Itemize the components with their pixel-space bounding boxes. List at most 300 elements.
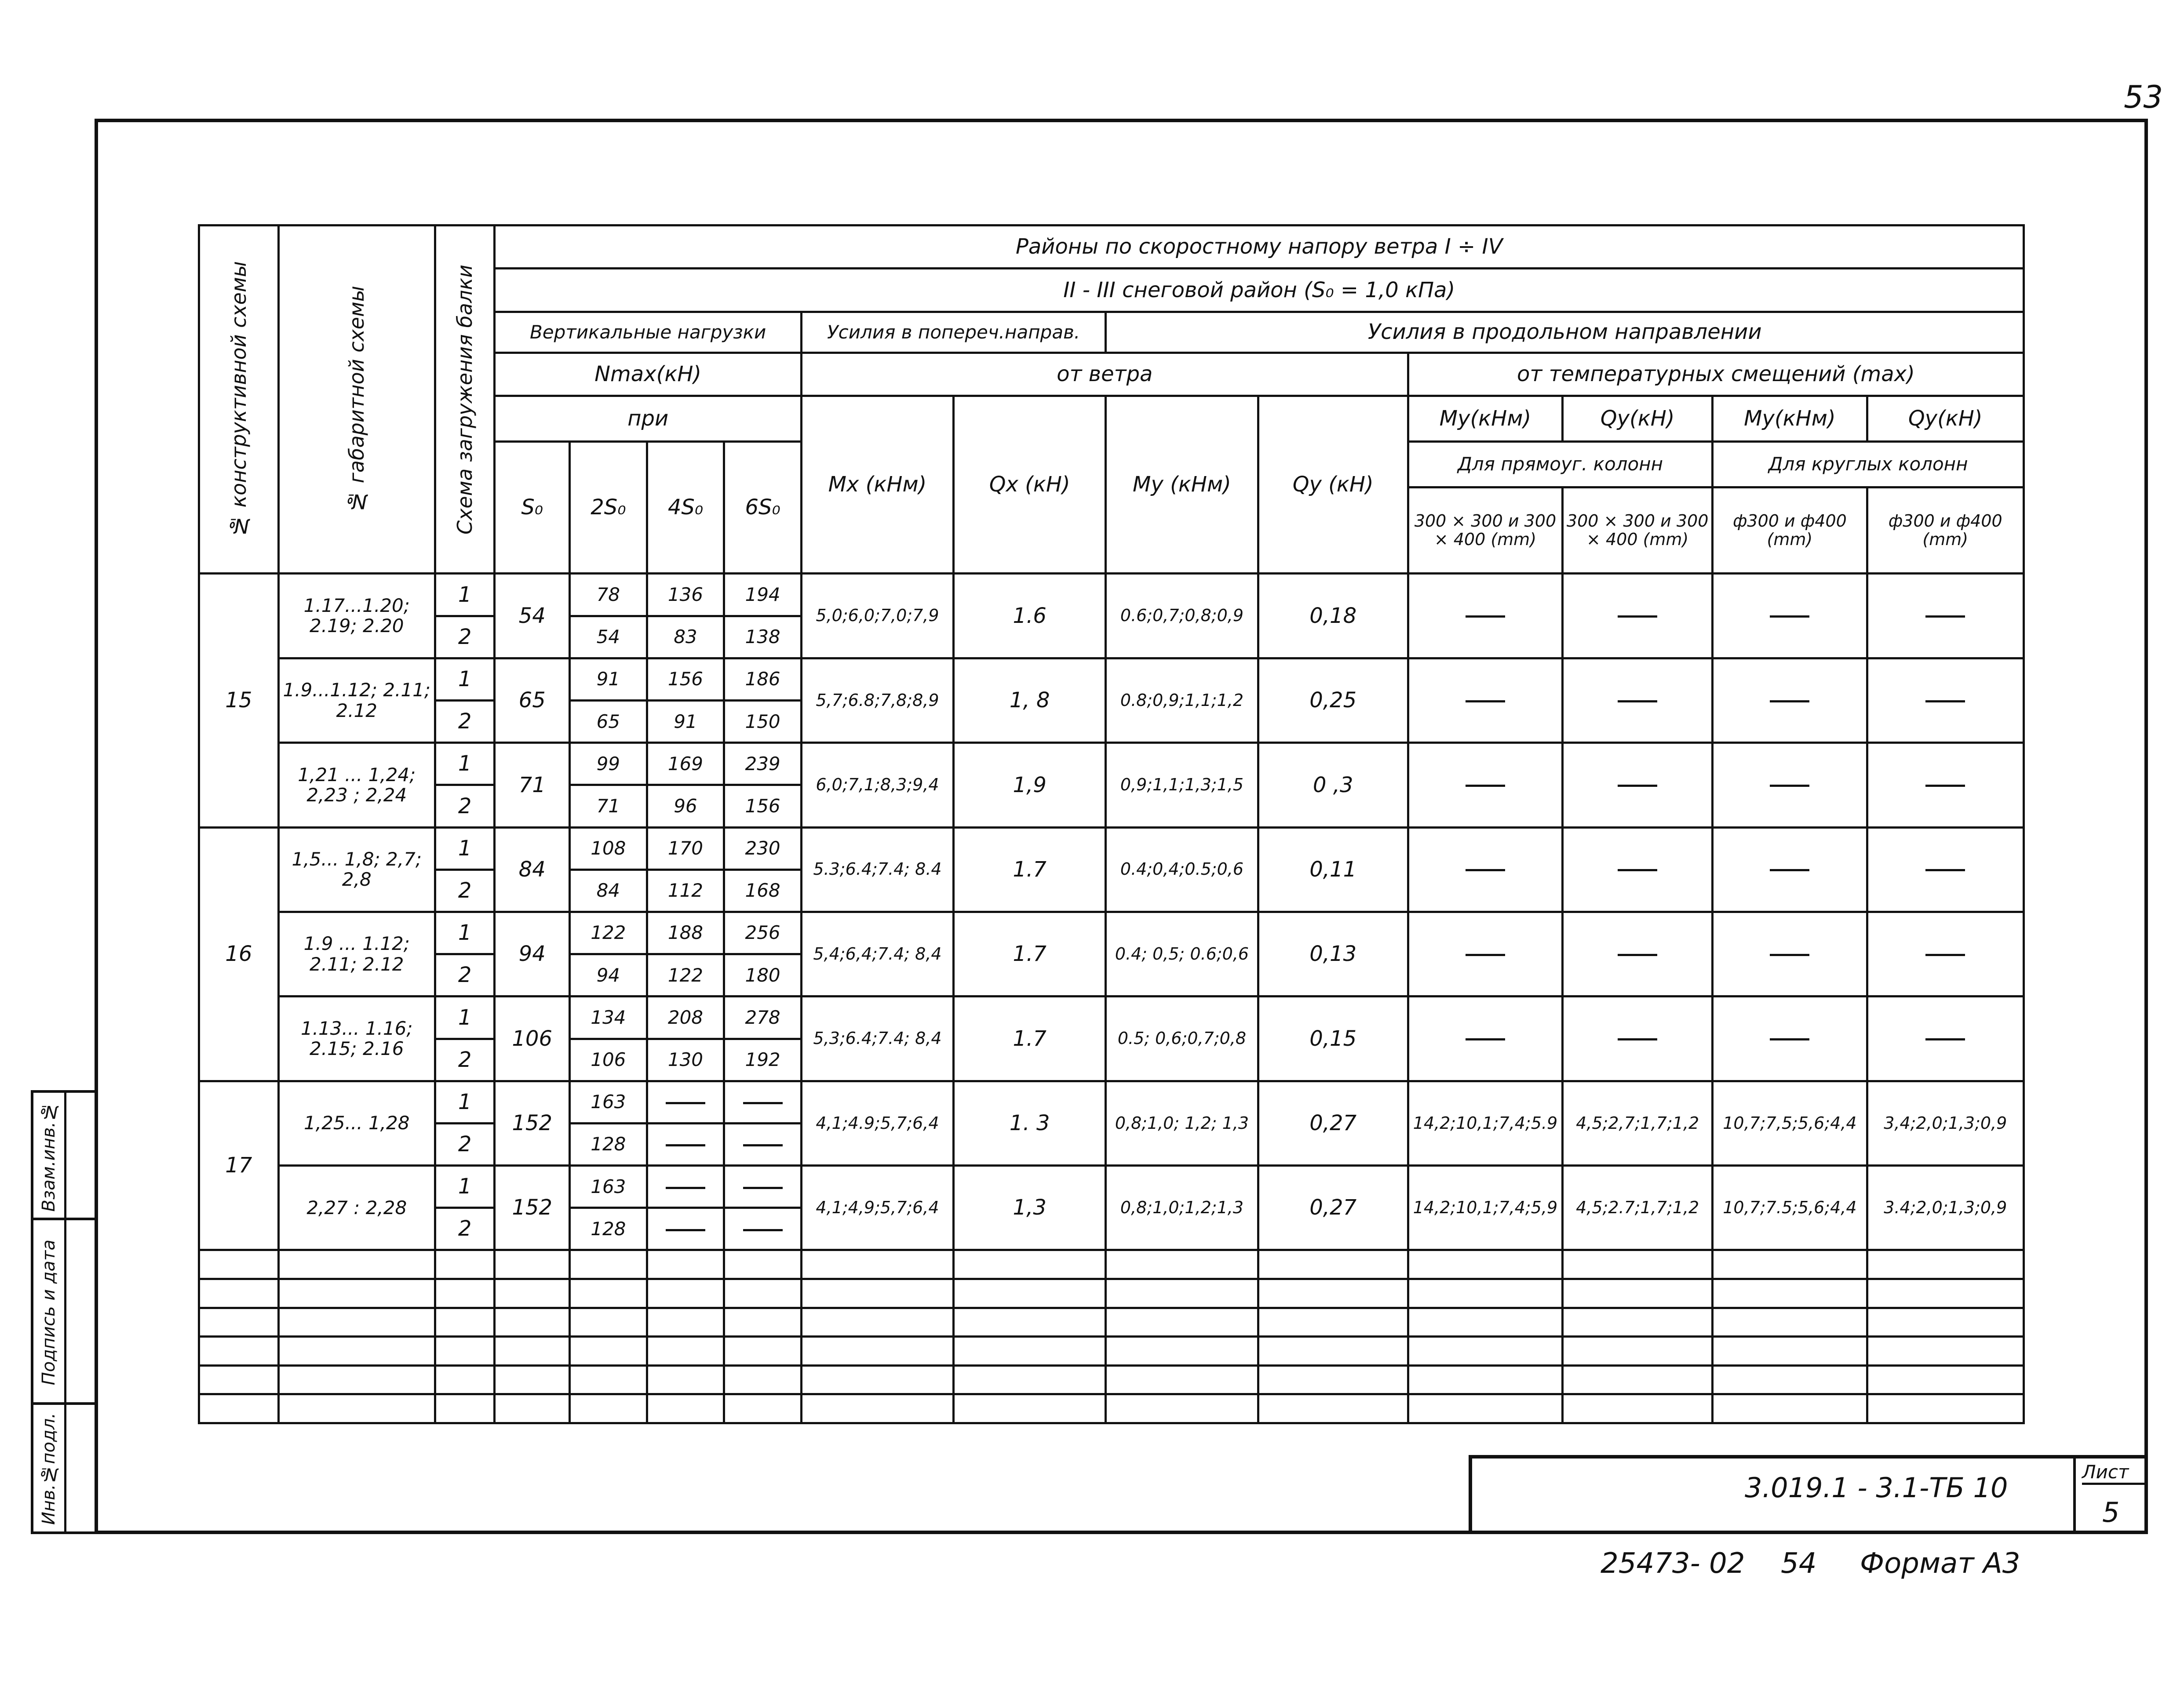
my-cell: 0,8;1,0;1,2;1,3 bbox=[1106, 1166, 1258, 1250]
empty-cell bbox=[724, 1365, 802, 1394]
dash-mark bbox=[1466, 1038, 1505, 1040]
footer-num: 54 bbox=[1781, 1547, 1817, 1580]
dash-mark bbox=[1770, 785, 1809, 787]
load-v6-cell: 180 bbox=[724, 954, 802, 997]
dash-mark bbox=[1770, 1038, 1809, 1040]
load-v2-cell: 163 bbox=[570, 1081, 647, 1123]
temp-cell-4 bbox=[1867, 574, 2024, 658]
header-round-size-1: ф300 и ф400 (mm) bbox=[1713, 487, 1867, 574]
empty-cell bbox=[435, 1394, 494, 1423]
empty-cell bbox=[278, 1365, 435, 1394]
header-my: My (кНм) bbox=[1106, 396, 1258, 574]
loading-scheme-cell: 2 bbox=[435, 954, 494, 997]
load-v6-cell bbox=[724, 1208, 802, 1250]
gabarit-cell: 1.17...1.20; 2.19; 2.20 bbox=[278, 574, 435, 658]
empty-cell bbox=[1867, 1308, 2024, 1337]
mx-cell: 5,0;6,0;7,0;7,9 bbox=[801, 574, 953, 658]
load-v4-cell bbox=[647, 1081, 724, 1123]
empty-cell bbox=[1563, 1308, 1713, 1337]
qy-cell: 0,25 bbox=[1258, 658, 1408, 742]
loads-table bbox=[198, 224, 2025, 1424]
empty-cell bbox=[278, 1250, 435, 1279]
loading-scheme-cell: 1 bbox=[435, 658, 494, 700]
my-cell: 0.4;0,4;0.5;0,6 bbox=[1106, 827, 1258, 912]
load-v6-cell: 168 bbox=[724, 869, 802, 912]
dash-mark bbox=[1618, 1038, 1657, 1040]
dash-mark bbox=[1770, 615, 1809, 618]
empty-row bbox=[199, 1308, 2024, 1337]
temp-cell-4 bbox=[1867, 658, 2024, 742]
temp-cell-3: 10,7;7.5;5,6;4,4 bbox=[1713, 1166, 1867, 1250]
empty-cell bbox=[435, 1365, 494, 1394]
empty-cell bbox=[278, 1394, 435, 1423]
empty-cell bbox=[1258, 1365, 1408, 1394]
side-stamp-sign-label: Подпись и дата bbox=[39, 1240, 59, 1386]
gabarit-cell: 2,27 : 2,28 bbox=[278, 1166, 435, 1250]
empty-cell bbox=[1106, 1365, 1258, 1394]
my-cell: 0,8;1,0; 1,2; 1,3 bbox=[1106, 1081, 1258, 1165]
header-from-wind: от ветра bbox=[801, 353, 1408, 396]
qy-cell: 0 ,3 bbox=[1258, 743, 1408, 827]
empty-cell bbox=[724, 1308, 802, 1337]
empty-cell bbox=[647, 1394, 724, 1423]
empty-cell bbox=[1713, 1308, 1867, 1337]
empty-cell bbox=[570, 1250, 647, 1279]
header-nmax: Nmax(кН) bbox=[495, 353, 801, 396]
loading-scheme-cell: 2 bbox=[435, 616, 494, 658]
header-round-columns: Для круглых колонн bbox=[1713, 441, 2024, 487]
header-6s0: 6S₀ bbox=[724, 441, 802, 574]
temp-cell-4 bbox=[1867, 827, 2024, 912]
load-v6-cell: 278 bbox=[724, 997, 802, 1039]
qy-cell: 0,11 bbox=[1258, 827, 1408, 912]
empty-cell bbox=[1408, 1308, 1562, 1337]
qx-cell: 1.6 bbox=[954, 574, 1106, 658]
side-stamp-inv-label: Инв.№подл. bbox=[39, 1412, 59, 1525]
scheme-number-cell: 16 bbox=[199, 827, 279, 1081]
dash-mark bbox=[666, 1229, 705, 1231]
empty-cell bbox=[199, 1337, 279, 1366]
header-gabarit-no: № габаритной схемы bbox=[278, 226, 435, 574]
scheme-number-cell: 15 bbox=[199, 574, 279, 827]
load-v6-cell: 150 bbox=[724, 701, 802, 743]
empty-cell bbox=[724, 1250, 802, 1279]
mx-cell: 5,3;6.4;7.4; 8,4 bbox=[801, 997, 953, 1081]
temp-cell-1 bbox=[1408, 574, 1562, 658]
empty-cell bbox=[724, 1279, 802, 1308]
empty-cell bbox=[199, 1365, 279, 1394]
my-cell: 0,9;1,1;1,3;1,5 bbox=[1106, 743, 1258, 827]
empty-cell bbox=[1258, 1394, 1408, 1423]
temp-cell-2: 4,5;2.7;1,7;1,2 bbox=[1563, 1166, 1713, 1250]
empty-cell bbox=[435, 1337, 494, 1366]
empty-cell bbox=[570, 1365, 647, 1394]
qy-cell: 0,27 bbox=[1258, 1166, 1408, 1250]
temp-cell-2 bbox=[1563, 827, 1713, 912]
s0-cell: 71 bbox=[495, 743, 570, 827]
header-vertical-loads: Вертикальные нагрузки bbox=[495, 312, 801, 353]
empty-cell bbox=[801, 1394, 953, 1423]
temp-cell-2 bbox=[1563, 997, 1713, 1081]
temp-cell-2 bbox=[1563, 658, 1713, 742]
side-stamp-replace-label: Взам.инв.№ bbox=[39, 1101, 59, 1212]
empty-cell bbox=[495, 1279, 570, 1308]
dash-mark bbox=[1466, 785, 1505, 787]
loading-scheme-cell: 2 bbox=[435, 869, 494, 912]
load-v4-cell: 188 bbox=[647, 912, 724, 954]
empty-cell bbox=[1563, 1250, 1713, 1279]
qx-cell: 1, 8 bbox=[954, 658, 1106, 742]
loading-scheme-cell: 2 bbox=[435, 1208, 494, 1250]
empty-cell bbox=[1408, 1365, 1562, 1394]
dash-mark bbox=[1466, 615, 1505, 618]
empty-cell bbox=[1408, 1279, 1562, 1308]
empty-cell bbox=[647, 1365, 724, 1394]
dash-mark bbox=[1770, 954, 1809, 956]
s0-cell: 94 bbox=[495, 912, 570, 996]
header-at: при bbox=[495, 396, 801, 442]
dash-mark bbox=[666, 1187, 705, 1189]
empty-cell bbox=[1713, 1365, 1867, 1394]
empty-cell bbox=[1867, 1394, 2024, 1423]
load-v2-cell: 71 bbox=[570, 785, 647, 827]
gabarit-cell: 1.9 ... 1.12; 2.11; 2.12 bbox=[278, 912, 435, 996]
my-cell: 0.4; 0,5; 0.6;0,6 bbox=[1106, 912, 1258, 996]
load-v2-cell: 128 bbox=[570, 1123, 647, 1165]
empty-cell bbox=[647, 1308, 724, 1337]
table-row bbox=[199, 743, 2024, 785]
page-number: 53 bbox=[2124, 79, 2163, 115]
side-stamp bbox=[31, 1090, 98, 1534]
load-v2-cell: 54 bbox=[570, 616, 647, 658]
temp-cell-4 bbox=[1867, 912, 2024, 996]
sheet-label: Лист bbox=[2082, 1461, 2148, 1485]
sheet-box bbox=[2073, 1458, 2148, 1534]
empty-cell bbox=[1563, 1337, 1713, 1366]
title-block bbox=[1469, 1455, 2148, 1534]
load-v6-cell: 230 bbox=[724, 827, 802, 869]
empty-cell bbox=[1258, 1250, 1408, 1279]
header-rect-size-1: 300 × 300 и 300 × 400 (mm) bbox=[1408, 487, 1562, 574]
mx-cell: 4,1;4,9;5,7;6,4 bbox=[801, 1166, 953, 1250]
loading-scheme-cell: 1 bbox=[435, 997, 494, 1039]
table-row bbox=[199, 827, 2024, 869]
loading-scheme-cell: 2 bbox=[435, 1039, 494, 1081]
header-rect-size-2: 300 × 300 и 300 × 400 (mm) bbox=[1563, 487, 1713, 574]
header-longitudinal-forces: Усилия в продольном направлении bbox=[1106, 312, 2024, 353]
load-v6-cell: 239 bbox=[724, 743, 802, 785]
header-s0: S₀ bbox=[495, 441, 570, 574]
temp-cell-3 bbox=[1713, 912, 1867, 996]
empty-cell bbox=[1106, 1279, 1258, 1308]
temp-cell-1: 14,2;10,1;7,4;5.9 bbox=[1408, 1081, 1562, 1165]
empty-cell bbox=[570, 1337, 647, 1366]
load-v4-cell: 83 bbox=[647, 616, 724, 658]
temp-cell-2 bbox=[1563, 743, 1713, 827]
load-v6-cell bbox=[724, 1166, 802, 1208]
empty-cell bbox=[495, 1308, 570, 1337]
empty-row bbox=[199, 1337, 2024, 1366]
empty-cell bbox=[199, 1394, 279, 1423]
dash-mark bbox=[1925, 700, 1965, 702]
qy-cell: 0,15 bbox=[1258, 997, 1408, 1081]
empty-cell bbox=[199, 1250, 279, 1279]
empty-cell bbox=[278, 1337, 435, 1366]
gabarit-cell: 1,21 ... 1,24; 2,23 ; 2,24 bbox=[278, 743, 435, 827]
empty-cell bbox=[1713, 1337, 1867, 1366]
load-v2-cell: 78 bbox=[570, 574, 647, 616]
header-temp-my-round: My(кНм) bbox=[1713, 396, 1867, 442]
empty-cell bbox=[495, 1365, 570, 1394]
sheet-number: 5 bbox=[2102, 1496, 2120, 1528]
empty-cell bbox=[801, 1337, 953, 1366]
table-row bbox=[199, 574, 2024, 616]
load-v2-cell: 128 bbox=[570, 1208, 647, 1250]
dash-mark bbox=[666, 1102, 705, 1104]
my-cell: 0.8;0,9;1,1;1,2 bbox=[1106, 658, 1258, 742]
load-v6-cell: 156 bbox=[724, 785, 802, 827]
load-v2-cell: 106 bbox=[570, 1039, 647, 1081]
load-v6-cell: 194 bbox=[724, 574, 802, 616]
empty-cell bbox=[199, 1279, 279, 1308]
empty-cell bbox=[435, 1250, 494, 1279]
gabarit-cell: 1,25... 1,28 bbox=[278, 1081, 435, 1165]
dash-mark bbox=[666, 1144, 705, 1146]
dash-mark bbox=[1466, 869, 1505, 871]
load-v2-cell: 91 bbox=[570, 658, 647, 700]
dash-mark bbox=[1618, 869, 1657, 871]
my-cell: 0.6;0,7;0,8;0,9 bbox=[1106, 574, 1258, 658]
s0-cell: 84 bbox=[495, 827, 570, 912]
load-v4-cell: 156 bbox=[647, 658, 724, 700]
header-temp-qy-rect: Qy(кН) bbox=[1563, 396, 1713, 442]
header-qx: Qx (кН) bbox=[954, 396, 1106, 574]
temp-cell-4: 3.4;2,0;1,3;0,9 bbox=[1867, 1166, 2024, 1250]
qx-cell: 1,3 bbox=[954, 1166, 1106, 1250]
scheme-number-cell: 17 bbox=[199, 1081, 279, 1250]
load-v4-cell bbox=[647, 1208, 724, 1250]
s0-cell: 65 bbox=[495, 658, 570, 742]
dash-mark bbox=[1770, 869, 1809, 871]
load-v2-cell: 108 bbox=[570, 827, 647, 869]
mx-cell: 5,7;6.8;7,8;8,9 bbox=[801, 658, 953, 742]
header-loading-scheme: Схема загружения балки bbox=[435, 226, 494, 574]
empty-cell bbox=[1106, 1308, 1258, 1337]
mx-cell: 5,4;6,4;7.4; 8,4 bbox=[801, 912, 953, 996]
dash-mark bbox=[1925, 954, 1965, 956]
empty-row bbox=[199, 1365, 2024, 1394]
empty-row bbox=[199, 1250, 2024, 1279]
temp-cell-4 bbox=[1867, 997, 2024, 1081]
header-from-temperature: от температурных смещений (max) bbox=[1408, 353, 2024, 396]
footer-inventory: 25473- 02 bbox=[1601, 1547, 1745, 1580]
empty-cell bbox=[954, 1337, 1106, 1366]
load-v4-cell bbox=[647, 1166, 724, 1208]
load-v2-cell: 99 bbox=[570, 743, 647, 785]
qx-cell: 1.7 bbox=[954, 997, 1106, 1081]
dash-mark bbox=[743, 1102, 783, 1104]
load-v4-cell: 170 bbox=[647, 827, 724, 869]
empty-cell bbox=[435, 1279, 494, 1308]
load-v6-cell bbox=[724, 1081, 802, 1123]
empty-cell bbox=[647, 1250, 724, 1279]
empty-cell bbox=[1408, 1250, 1562, 1279]
empty-cell bbox=[1563, 1394, 1713, 1423]
dash-mark bbox=[1618, 615, 1657, 618]
dash-mark bbox=[1466, 700, 1505, 702]
load-v4-cell: 122 bbox=[647, 954, 724, 997]
empty-cell bbox=[724, 1337, 802, 1366]
load-v2-cell: 94 bbox=[570, 954, 647, 997]
loading-scheme-cell: 2 bbox=[435, 701, 494, 743]
header-round-size-2: ф300 и ф400 (mm) bbox=[1867, 487, 2024, 574]
load-v6-cell: 192 bbox=[724, 1039, 802, 1081]
header-mx: Mx (кНм) bbox=[801, 396, 953, 574]
s0-cell: 54 bbox=[495, 574, 570, 658]
temp-cell-3 bbox=[1713, 827, 1867, 912]
temp-cell-4: 3,4;2,0;1,3;0,9 bbox=[1867, 1081, 2024, 1165]
empty-cell bbox=[570, 1279, 647, 1308]
loading-scheme-cell: 1 bbox=[435, 912, 494, 954]
load-v4-cell: 91 bbox=[647, 701, 724, 743]
table-row bbox=[199, 1166, 2024, 1208]
empty-cell bbox=[801, 1250, 953, 1279]
header-4s0: 4S₀ bbox=[647, 441, 724, 574]
dash-mark bbox=[1925, 785, 1965, 787]
qx-cell: 1,9 bbox=[954, 743, 1106, 827]
header-temp-qy-round: Qy(кН) bbox=[1867, 396, 2024, 442]
load-v4-cell: 130 bbox=[647, 1039, 724, 1081]
load-v4-cell bbox=[647, 1123, 724, 1165]
table-row bbox=[199, 1081, 2024, 1123]
header-qy: Qy (кН) bbox=[1258, 396, 1408, 574]
empty-cell bbox=[954, 1394, 1106, 1423]
loading-scheme-cell: 1 bbox=[435, 1166, 494, 1208]
empty-cell bbox=[801, 1279, 953, 1308]
empty-cell bbox=[801, 1308, 953, 1337]
empty-cell bbox=[1106, 1250, 1258, 1279]
header-rect-columns: Для прямоуг. колонн bbox=[1408, 441, 1712, 487]
empty-cell bbox=[1258, 1279, 1408, 1308]
empty-cell bbox=[1106, 1394, 1258, 1423]
table-row bbox=[199, 912, 2024, 954]
empty-cell bbox=[1867, 1279, 2024, 1308]
s0-cell: 152 bbox=[495, 1166, 570, 1250]
temp-cell-3 bbox=[1713, 574, 1867, 658]
empty-cell bbox=[495, 1250, 570, 1279]
dash-mark bbox=[1770, 700, 1809, 702]
gabarit-cell: 1.9...1.12; 2.11; 2.12 bbox=[278, 658, 435, 742]
load-v4-cell: 208 bbox=[647, 997, 724, 1039]
temp-cell-2 bbox=[1563, 574, 1713, 658]
load-v6-cell: 256 bbox=[724, 912, 802, 954]
load-v2-cell: 163 bbox=[570, 1166, 647, 1208]
empty-cell bbox=[647, 1279, 724, 1308]
empty-cell bbox=[1408, 1394, 1562, 1423]
load-v6-cell: 138 bbox=[724, 616, 802, 658]
table-row bbox=[199, 997, 2024, 1039]
temp-cell-3 bbox=[1713, 997, 1867, 1081]
load-v2-cell: 84 bbox=[570, 869, 647, 912]
empty-cell bbox=[199, 1308, 279, 1337]
empty-cell bbox=[1563, 1279, 1713, 1308]
load-v4-cell: 112 bbox=[647, 869, 724, 912]
qx-cell: 1.7 bbox=[954, 912, 1106, 996]
dash-mark bbox=[1925, 1038, 1965, 1040]
dash-mark bbox=[743, 1144, 783, 1146]
empty-cell bbox=[278, 1279, 435, 1308]
footer-format: Формат А3 bbox=[1860, 1547, 2020, 1580]
temp-cell-4 bbox=[1867, 743, 2024, 827]
loading-scheme-cell: 1 bbox=[435, 574, 494, 616]
empty-row bbox=[199, 1394, 2024, 1423]
gabarit-cell: 1,5... 1,8; 2,7; 2,8 bbox=[278, 827, 435, 912]
temp-cell-3 bbox=[1713, 658, 1867, 742]
empty-row bbox=[199, 1279, 2024, 1308]
load-v2-cell: 122 bbox=[570, 912, 647, 954]
empty-cell bbox=[1258, 1308, 1408, 1337]
empty-cell bbox=[1563, 1365, 1713, 1394]
table-row bbox=[199, 658, 2024, 700]
empty-cell bbox=[954, 1250, 1106, 1279]
empty-cell bbox=[1106, 1337, 1258, 1366]
header-title: Районы по скоростному напору ветра I ÷ IV bbox=[495, 226, 2024, 269]
mx-cell: 6,0;7,1;8,3;9,4 bbox=[801, 743, 953, 827]
load-v4-cell: 169 bbox=[647, 743, 724, 785]
empty-cell bbox=[801, 1365, 953, 1394]
empty-cell bbox=[954, 1365, 1106, 1394]
loading-scheme-cell: 2 bbox=[435, 785, 494, 827]
loading-scheme-cell: 1 bbox=[435, 743, 494, 785]
temp-cell-1 bbox=[1408, 827, 1562, 912]
load-v6-cell bbox=[724, 1123, 802, 1165]
empty-cell bbox=[1867, 1250, 2024, 1279]
qy-cell: 0,18 bbox=[1258, 574, 1408, 658]
temp-cell-2 bbox=[1563, 912, 1713, 996]
header-temp-my-rect: My(кНм) bbox=[1408, 396, 1562, 442]
header-transverse-forces: Усилия в попереч.направ. bbox=[801, 312, 1105, 353]
qx-cell: 1.7 bbox=[954, 827, 1106, 912]
empty-cell bbox=[1713, 1394, 1867, 1423]
empty-cell bbox=[1258, 1337, 1408, 1366]
header-subtitle: II - III снеговой район (S₀ = 1,0 кПа) bbox=[495, 269, 2024, 312]
empty-cell bbox=[1713, 1250, 1867, 1279]
dash-mark bbox=[1925, 615, 1965, 618]
mx-cell: 5.3;6.4;7.4; 8.4 bbox=[801, 827, 953, 912]
empty-cell bbox=[570, 1308, 647, 1337]
loading-scheme-cell: 1 bbox=[435, 1081, 494, 1123]
temp-cell-1 bbox=[1408, 658, 1562, 742]
empty-cell bbox=[724, 1394, 802, 1423]
empty-cell bbox=[954, 1279, 1106, 1308]
load-v6-cell: 186 bbox=[724, 658, 802, 700]
empty-cell bbox=[495, 1394, 570, 1423]
empty-cell bbox=[1867, 1337, 2024, 1366]
qy-cell: 0,27 bbox=[1258, 1081, 1408, 1165]
temp-cell-1: 14,2;10,1;7,4;5,9 bbox=[1408, 1166, 1562, 1250]
load-v2-cell: 65 bbox=[570, 701, 647, 743]
dash-mark bbox=[1618, 700, 1657, 702]
load-v4-cell: 136 bbox=[647, 574, 724, 616]
s0-cell: 152 bbox=[495, 1081, 570, 1165]
mx-cell: 4,1;4.9;5,7;6,4 bbox=[801, 1081, 953, 1165]
empty-cell bbox=[435, 1308, 494, 1337]
header-scheme-no: № конструктивной схемы bbox=[199, 226, 279, 574]
dash-mark bbox=[1618, 785, 1657, 787]
empty-cell bbox=[647, 1337, 724, 1366]
empty-cell bbox=[495, 1337, 570, 1366]
qx-cell: 1. 3 bbox=[954, 1081, 1106, 1165]
